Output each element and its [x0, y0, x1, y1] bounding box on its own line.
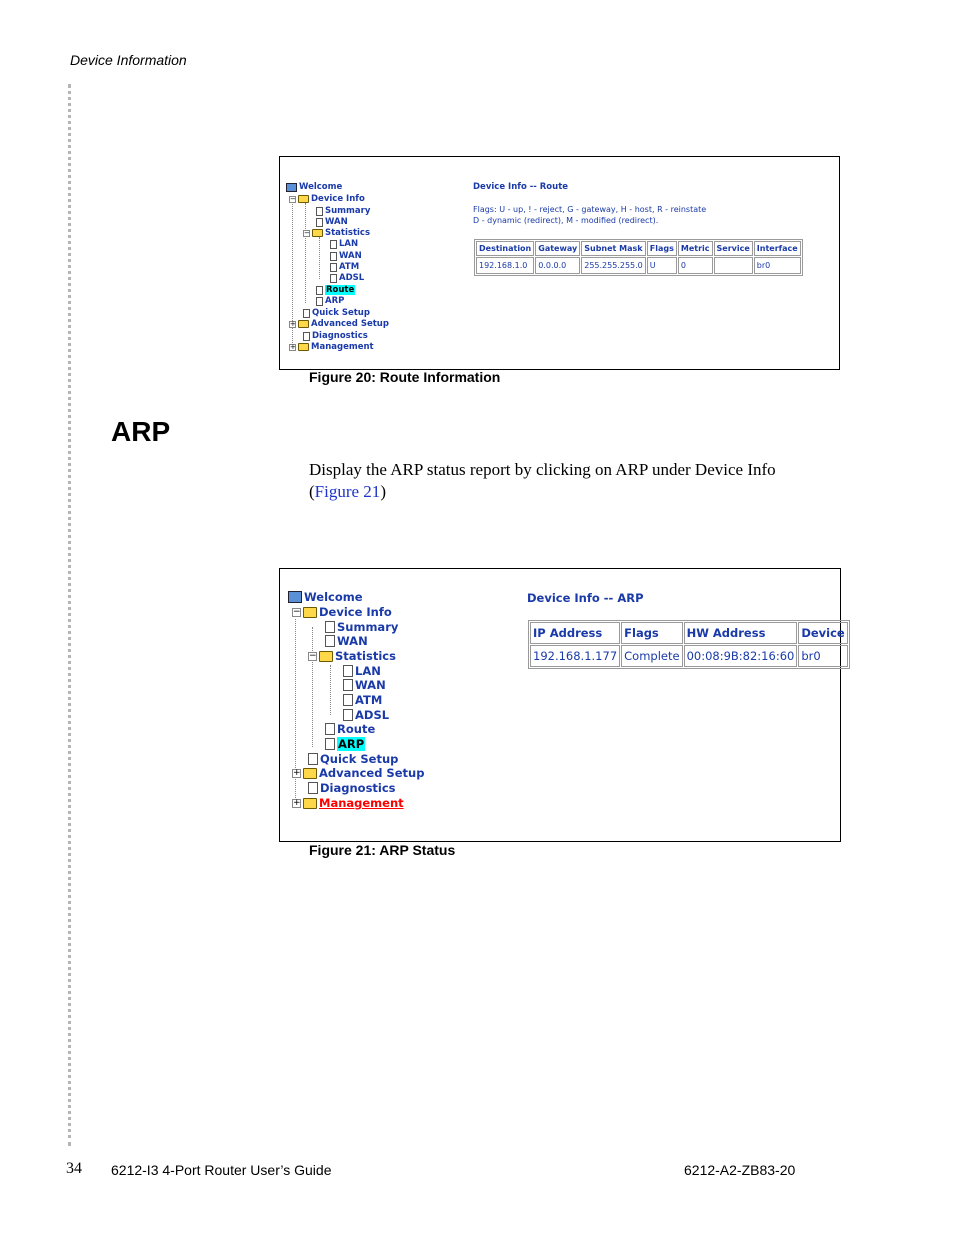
tree-label: Diagnostics	[320, 781, 396, 795]
page-icon	[308, 782, 318, 794]
tree-label: Welcome	[299, 182, 343, 192]
tree-quick-setup[interactable]	[303, 308, 370, 318]
tree-device-info[interactable]	[289, 194, 365, 204]
collapse-icon: −	[304, 228, 310, 237]
tree-label: Device Info	[319, 605, 392, 619]
tree-label: WAN	[339, 251, 362, 261]
folder-open-icon	[298, 195, 309, 203]
flags-legend-line-2: D - dynamic (redirect), M - modified (redirect).	[473, 216, 659, 225]
document-code: 6212-A2-ZB83-20	[684, 1162, 796, 1178]
nav-tree	[280, 157, 470, 367]
tree-label: Device Info	[311, 194, 365, 204]
tree-label: WAN	[325, 217, 348, 227]
tree-label: WAN	[355, 678, 386, 692]
page-icon	[303, 309, 310, 318]
flags-legend-line-1: Flags: U - up, ! - reject, G - gateway, H - host, R - reinstate	[473, 205, 707, 214]
folder-icon	[298, 320, 309, 328]
figure-21-link[interactable]: Figure 21	[314, 482, 381, 501]
tree-management[interactable]	[292, 796, 404, 810]
tree-wan[interactable]	[316, 217, 348, 227]
tree-adsl[interactable]	[330, 273, 364, 283]
figure-21-screenshot	[279, 568, 845, 842]
page-number: 34	[66, 1160, 82, 1177]
table-row	[530, 645, 848, 667]
page-icon	[316, 286, 323, 295]
tree-label: Quick Setup	[312, 308, 370, 318]
table-cell: 192.168.1.177	[530, 645, 620, 667]
tree-stat-wan[interactable]	[343, 678, 386, 692]
page-icon	[316, 297, 323, 306]
expand-icon: +	[290, 319, 296, 328]
table-cell: 00:08:9B:82:16:60	[684, 645, 798, 667]
column-header: Flags	[647, 241, 677, 256]
column-header: Service	[714, 241, 753, 256]
expand-icon: +	[293, 797, 301, 808]
table-cell: 0.0.0.0	[535, 257, 580, 274]
table-cell: 192.168.1.0	[476, 257, 534, 274]
column-header: Device	[798, 622, 847, 644]
tree-device-info[interactable]	[292, 605, 392, 619]
tree-label-hover: Management	[319, 796, 404, 810]
tree-route[interactable]	[325, 722, 375, 736]
page-icon	[308, 753, 318, 765]
column-header: Interface	[754, 241, 801, 256]
tree-label: WAN	[337, 634, 368, 648]
page-icon	[303, 332, 310, 341]
page-icon	[343, 679, 353, 691]
tree-advanced-setup[interactable]	[289, 319, 389, 329]
tree-label: Management	[311, 342, 374, 352]
tree-welcome[interactable]	[286, 182, 342, 192]
tree-adsl[interactable]	[343, 708, 389, 722]
table-cell: 255.255.255.0	[581, 257, 646, 274]
route-table	[474, 239, 803, 276]
tree-statistics[interactable]	[303, 228, 370, 238]
page-icon	[343, 665, 353, 677]
collapse-icon: −	[290, 194, 296, 203]
tree-arp[interactable]	[316, 296, 344, 306]
route-panel-title: Device Info -- Route	[473, 182, 569, 192]
tree-label: ARP	[325, 296, 345, 306]
collapse-icon: −	[293, 606, 301, 617]
tree-advanced-setup[interactable]	[292, 766, 424, 780]
tree-label-selected: Route	[326, 285, 355, 295]
expand-icon: +	[290, 342, 296, 351]
tree-label: Summary	[325, 206, 371, 216]
tree-atm[interactable]	[343, 693, 382, 707]
page-icon	[325, 738, 335, 750]
tree-diagnostics[interactable]	[308, 781, 396, 795]
tree-summary[interactable]	[316, 206, 370, 216]
running-header: Device Information	[70, 52, 187, 68]
tree-label: Statistics	[335, 649, 396, 663]
tree-label: Welcome	[304, 590, 363, 604]
tree-welcome[interactable]	[288, 590, 363, 604]
arp-panel-title: Device Info -- ARP	[527, 591, 644, 605]
tree-label: ATM	[339, 262, 360, 272]
table-cell: br0	[754, 257, 801, 274]
table-row	[476, 257, 801, 274]
folder-open-icon	[319, 651, 333, 662]
tree-diagnostics[interactable]	[303, 331, 368, 341]
tree-label: Diagnostics	[312, 331, 368, 341]
figure-20-screenshot	[279, 156, 840, 370]
tree-label: Statistics	[325, 228, 371, 238]
arp-table	[528, 620, 850, 669]
folder-icon	[303, 798, 317, 809]
page-icon	[325, 723, 335, 735]
table-cell: 0	[678, 257, 713, 274]
folder-icon	[303, 768, 317, 779]
tree-label: LAN	[339, 239, 359, 249]
column-header: IP Address	[530, 622, 620, 644]
tree-label: ATM	[355, 693, 383, 707]
page-icon	[325, 635, 335, 647]
page-icon	[330, 252, 337, 261]
tree-statistics[interactable]	[308, 649, 396, 663]
tree-label: Advanced Setup	[311, 319, 389, 329]
paragraph-text: Display the ARP status report by clicking on ARP under Device Info (	[309, 460, 776, 501]
margin-dotted-rule	[68, 84, 71, 1146]
column-header: Subnet Mask	[581, 241, 646, 256]
tree-management[interactable]	[289, 342, 374, 352]
page-icon	[325, 621, 335, 633]
page-icon	[330, 274, 337, 283]
tree-label: Advanced Setup	[319, 766, 425, 780]
tree-lan[interactable]	[343, 664, 381, 678]
section-heading: ARP	[111, 416, 171, 447]
tree-label: ADSL	[339, 273, 365, 283]
folder-open-icon	[312, 229, 323, 237]
folder-icon	[298, 343, 309, 351]
computer-icon	[288, 591, 302, 603]
expand-icon: +	[293, 767, 301, 778]
section-paragraph	[309, 459, 809, 503]
tree-wan[interactable]	[325, 634, 368, 648]
table-cell	[714, 257, 753, 274]
collapse-icon: −	[309, 650, 317, 661]
table-header-row	[476, 241, 801, 256]
table-cell: Complete	[621, 645, 682, 667]
tree-label: Route	[337, 722, 376, 736]
tree-label-selected: ARP	[338, 737, 365, 751]
tree-summary[interactable]	[325, 620, 398, 634]
folder-open-icon	[303, 607, 317, 618]
column-header: Metric	[678, 241, 713, 256]
page-icon	[316, 218, 323, 227]
tree-label: Summary	[337, 620, 399, 634]
table-header-row	[530, 622, 848, 644]
tree-atm[interactable]	[330, 262, 359, 272]
nav-tree	[280, 569, 520, 839]
column-header: HW Address	[684, 622, 798, 644]
page-icon	[343, 709, 353, 721]
tree-label: ADSL	[355, 708, 390, 722]
column-header: Gateway	[535, 241, 580, 256]
computer-icon	[286, 183, 297, 192]
tree-label: Quick Setup	[320, 752, 399, 766]
page-icon	[330, 263, 337, 272]
paragraph-text-end: )	[380, 482, 386, 501]
page-icon	[330, 240, 337, 249]
column-header: Destination	[476, 241, 534, 256]
page-icon	[343, 694, 353, 706]
tree-stat-wan[interactable]	[330, 251, 362, 261]
tree-arp[interactable]	[325, 737, 365, 751]
table-cell: br0	[798, 645, 847, 667]
tree-quick-setup[interactable]	[308, 752, 398, 766]
figure-21-caption: Figure 21: ARP Status	[309, 842, 456, 858]
tree-route[interactable]	[316, 285, 355, 295]
figure-20-caption: Figure 20: Route Information	[309, 369, 501, 385]
column-header: Flags	[621, 622, 682, 644]
page-icon	[316, 207, 323, 216]
guide-title: 6212-I3 4-Port Router User’s Guide	[111, 1162, 332, 1178]
tree-lan[interactable]	[330, 239, 358, 249]
tree-label: LAN	[355, 664, 381, 678]
table-cell: U	[647, 257, 677, 274]
